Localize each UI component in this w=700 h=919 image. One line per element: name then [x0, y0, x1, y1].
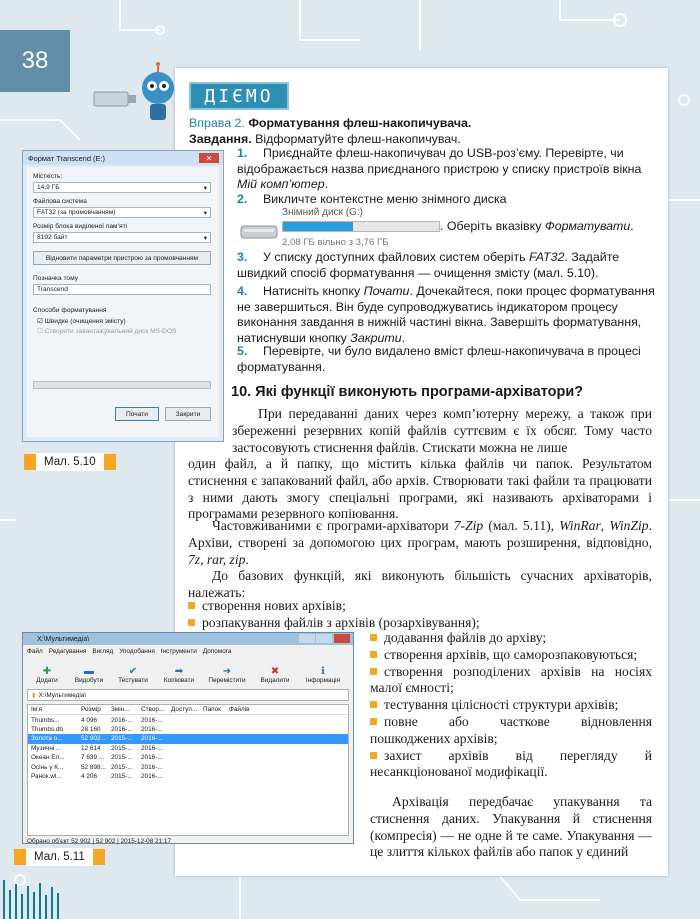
- volume-label: Позначка тому: [33, 275, 79, 282]
- exercise-title: Вправа 2. Форматування флеш-накопичувача. Завдання. Відформатуйте флеш-накопичувач.: [189, 116, 472, 146]
- list-item: створення архівів, що саморозпаковуються;: [370, 647, 652, 664]
- window-title: X:\Мультимедіа\: [23, 633, 353, 645]
- info-icon: ℹ: [321, 666, 325, 677]
- cluster-label: Розмір блока виділеної пам’яті: [33, 223, 128, 230]
- column-header[interactable]: Розмір: [81, 706, 101, 714]
- exercise-step-3: 3. У списку доступних файлових систем оберіть FAT32. Задайте швидкий спосіб форматування — очищення змісту (мал. 5.10).: [237, 250, 620, 280]
- column-header[interactable]: Ім’я: [31, 706, 43, 714]
- caption-fig-5-10: Мал. 5.10: [24, 453, 116, 471]
- format-dialog: [22, 150, 224, 442]
- test-button[interactable]: ✔ Тестувати: [113, 666, 153, 684]
- list-item: створення нових архівів;: [188, 598, 652, 615]
- folder-icon: ▮: [32, 692, 36, 699]
- paragraph-2: Частовживаними є програми-архіватори 7-Zip (мал. 5.11), WinRar, WinZip. Архіви, створені за допомогою цих програм, мають розширення, відповідно, 7z, rar, zip.: [188, 518, 652, 567]
- exercise-step-5: 5. Перевірте, чи було видалено вміст флеш-накопичувача в процесі форматування.: [237, 344, 641, 374]
- menu-item[interactable]: Файл: [27, 648, 43, 655]
- cluster-select[interactable]: 8192 байт ▾: [33, 232, 211, 243]
- column-header[interactable]: Змін...: [111, 706, 130, 714]
- quick-format-checkbox[interactable]: ☑ Швидке (очищення змісту): [37, 318, 126, 325]
- table-row[interactable]: Осінь у К... 52 898... 2015-... 2016-...: [31, 763, 163, 771]
- table-row[interactable]: Ранок.wl... 4 206 2015-... 2016-...: [31, 772, 163, 780]
- arrow-right-icon: ➡: [174, 666, 184, 677]
- list-item: створення розподілених архівів на носіях малої ємності;: [370, 663, 652, 696]
- usb-drive-icon: [240, 220, 278, 242]
- chevron-down-icon: ▾: [203, 234, 207, 242]
- table-row[interactable]: Thumbs.db 28 160 2016-... 2016-...: [31, 725, 163, 733]
- restore-defaults-button[interactable]: Відновити параметри пристрою за промовчанням: [33, 251, 211, 265]
- exercise-step-2-tail: . Оберіть вказівку Форматувати.: [440, 219, 634, 233]
- delete-button[interactable]: ✖ Видалити: [255, 666, 295, 684]
- menu-item[interactable]: Уподобання: [119, 648, 155, 655]
- exercise-step-2: 2. Викличте контекстне меню знімного диска: [237, 192, 507, 206]
- close-button[interactable]: [334, 634, 350, 643]
- plus-icon: ✚: [42, 666, 52, 677]
- format-options-label: Способи форматування: [33, 307, 107, 314]
- format-progress-bar: [33, 381, 211, 389]
- exercise-step-4: 4. Натисніть кнопку Почати. Дочекайтеся, поки процес форматування не завершиться. Він буде супроводжуватись індикатором процесу виконання завдання в нижній частині вікна. Завершіть форматування, натиснувши кнопку Закрити.: [237, 284, 655, 345]
- paragraph-1: один файл, а й папку, що містить кілька файлів чи папок. Результатом стиснення є запакований файл, або архів. Створювати такі файли та працювати з ними дають змогу спеціальні програми, які називають архіваторами і програмами резервного копіювання.: [188, 456, 652, 522]
- table-row[interactable]: Океан Ел... 7 639 ... 2015-... 2016-...: [31, 754, 163, 762]
- list-item: розпакування файлів з архівів (розархівування);: [188, 615, 652, 632]
- menu-item[interactable]: Допомога: [202, 648, 232, 655]
- minimize-button[interactable]: [299, 634, 315, 643]
- close-icon[interactable]: ✕: [199, 153, 219, 163]
- list-item: захист архівів від перегляду й несанкціонованої модифікації.: [370, 747, 652, 780]
- maximize-button[interactable]: [316, 634, 332, 643]
- close-button[interactable]: Закрити: [165, 407, 211, 421]
- menu-item[interactable]: Інструменти: [160, 648, 197, 655]
- menu-item[interactable]: Вигляд: [92, 648, 114, 655]
- add-button[interactable]: ✚ Додати: [29, 666, 65, 684]
- move-button[interactable]: ➜ Перемістити: [205, 666, 249, 684]
- move-icon: ➜: [222, 666, 232, 677]
- drive-usage-bar: [282, 221, 440, 232]
- copy-button[interactable]: ➡ Копіювати: [159, 666, 199, 684]
- column-header[interactable]: Створ...: [141, 706, 165, 714]
- list-item: додавання файлів до архіву;: [370, 630, 652, 647]
- filesystem-select[interactable]: FAT32 (за промовчанням) ▾: [33, 207, 211, 218]
- table-row-selected[interactable]: Золота о... 52 902... 2015-... 2016-...: [28, 734, 348, 743]
- table-row[interactable]: Thumbs... 4 096 2016-... 2016-...: [31, 716, 163, 724]
- chevron-down-icon: ▾: [203, 209, 207, 217]
- file-list: [27, 704, 349, 836]
- list-item: тестування цілісності структури архівів;: [370, 697, 652, 714]
- capacity-label: Місткість:: [33, 173, 63, 180]
- section-badge: ДІЄМО: [189, 82, 289, 110]
- paragraph-1-top: При передаванні даних через комп’ютерну мережу, а також при збереженні резервних копій файлів суттєвим є їх обсяг. Тому часто застосовують стиснення файлів. Стискати можна не лише: [232, 406, 652, 455]
- toolbar: [23, 658, 353, 686]
- extract-button[interactable]: ▬ Видобути: [71, 666, 107, 684]
- close-icon: ✖: [270, 666, 280, 677]
- address-bar[interactable]: ▮ X:\Мультимедіа\: [27, 689, 349, 701]
- paragraph-4: Архівація передбачає упакування та стиснення даних. Упакування й стиснення (компресія) — не одне й те саме. Упакування — це злиття кількох файлів або папок у єдиний: [370, 794, 652, 860]
- archiver-window: [22, 632, 354, 844]
- volume-input[interactable]: Transcend: [33, 284, 211, 295]
- drive-free-space: 2,08 ГБ вільно з 3,76 ГБ: [282, 237, 389, 248]
- column-header[interactable]: Папок: [203, 706, 221, 714]
- minus-icon: ▬: [84, 666, 94, 677]
- capacity-select[interactable]: 14,9 ГБ ▾: [33, 182, 211, 193]
- bullet-list-full: [188, 598, 652, 632]
- msdos-checkbox: ☐ Створити завантажувальний диск MS-DOS: [37, 328, 177, 335]
- column-header[interactable]: Доступ...: [171, 706, 198, 714]
- menu-bar: [23, 645, 353, 658]
- page-number: 38: [0, 30, 70, 92]
- info-button[interactable]: ℹ Інформація: [301, 666, 345, 684]
- table-header: [28, 705, 348, 715]
- menu-item[interactable]: Редагування: [48, 648, 87, 655]
- paragraph-3: До базових функцій, які виконують більшість сучасних архіваторів, належать:: [188, 568, 652, 600]
- bullet-list-right: [370, 630, 652, 781]
- start-button[interactable]: Почати: [115, 407, 159, 421]
- status-bar: Обрано об’єкт 52 902 | 52 902 | 2015-12-08 21:17: [27, 838, 172, 845]
- exercise-step-1: 1. Приєднайте флеш-накопичувач до USB-роз’єму. Перевірте, чи відображається назва приєднаного пристрою у списку пристроїв вікна Мій комп’ютер.: [237, 146, 642, 192]
- check-icon: ✔: [128, 666, 138, 677]
- dialog-title: Формат Transcend (E:): [23, 151, 223, 165]
- robot-icon: [92, 62, 182, 122]
- column-header[interactable]: Файлів: [229, 706, 250, 714]
- table-row[interactable]: Музичні ... 12 614 2015-... 2016-...: [31, 744, 163, 752]
- list-item: повне або часткове відновлення пошкоджених архівів;: [370, 713, 652, 746]
- section-heading: 10. Які функції виконують програми-архіватори?: [231, 384, 584, 400]
- drive-name: Знімний диск (G:): [282, 207, 363, 218]
- drive-usage-fill: [283, 222, 353, 231]
- caption-fig-5-11: Мал. 5.11: [14, 848, 105, 866]
- chevron-down-icon: ▾: [203, 184, 207, 192]
- filesystem-label: Файлова система: [33, 198, 87, 205]
